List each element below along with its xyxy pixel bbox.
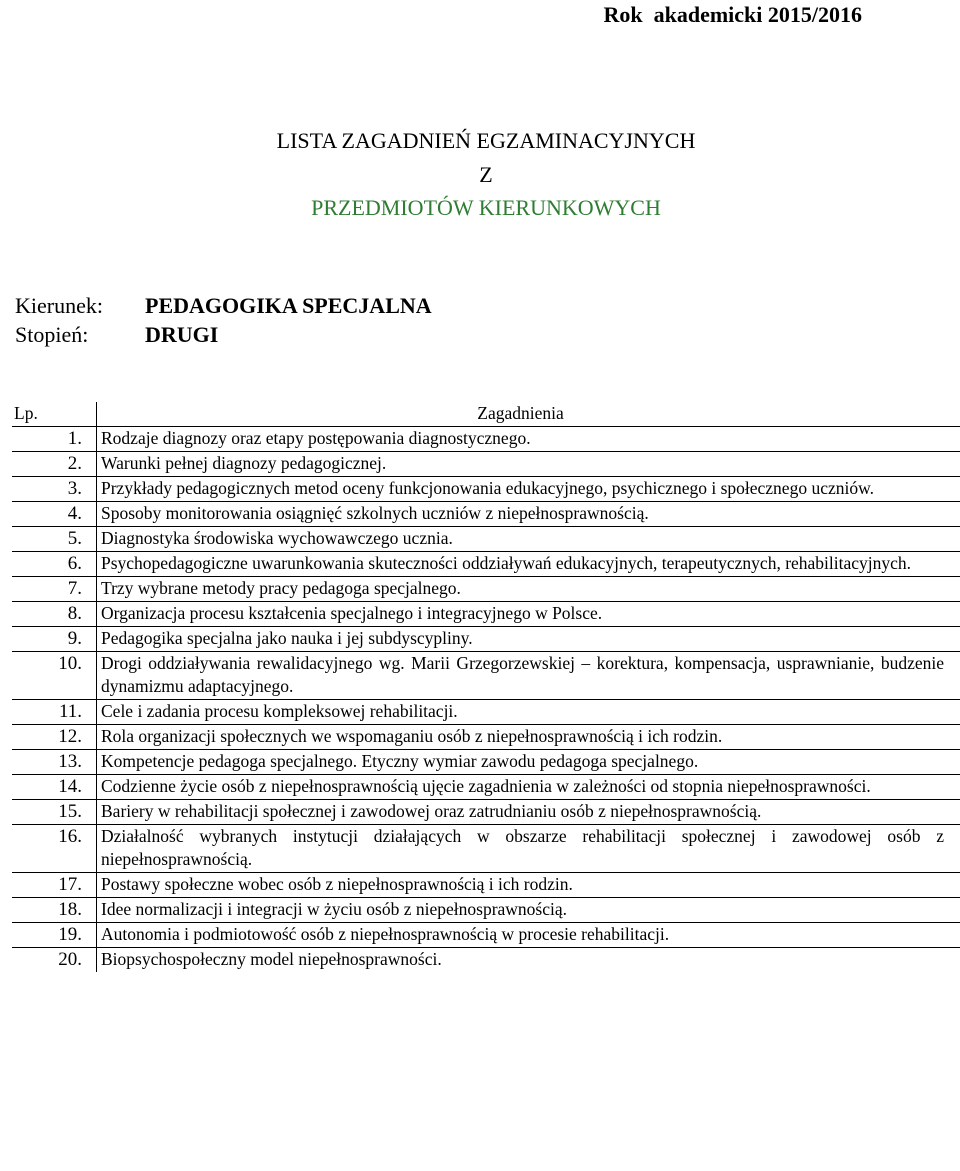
- row-number: 16.: [12, 824, 97, 872]
- document-title-line-3: PRZEDMIOTÓW KIERUNKOWYCH: [311, 195, 661, 220]
- row-text: Autonomia i podmiotowość osób z niepełnosprawnością w procesie rehabilitacji.: [97, 922, 960, 947]
- kierunek-label: Kierunek:: [15, 293, 103, 318]
- row-text: Biopsychospołeczny model niepełnosprawności.: [101, 948, 442, 969]
- row-text: Drogi oddziaływania rewalidacyjnego wg. Marii Grzegorzewskiej – korektura, kompensacja, usprawnianie, budzenie dynamizmu adaptacyjnego.: [97, 651, 960, 699]
- table-row: [12, 501, 960, 526]
- table-row: [12, 947, 960, 972]
- table-row: [12, 551, 960, 576]
- row-text: Organizacja procesu kształcenia specjalnego i integracyjnego w Polsce.: [97, 601, 960, 626]
- row-text: Diagnostyka środowiska wychowawczego ucznia.: [97, 526, 960, 551]
- table-row: [12, 872, 960, 897]
- row-text: Rola organizacji społecznych we wspomaganiu osób z niepełnosprawnością i ich rodzin.: [97, 724, 960, 749]
- table-row: [12, 824, 960, 872]
- row-text: Cele i zadania procesu kompleksowej rehabilitacji.: [97, 699, 960, 724]
- table-row: [12, 476, 960, 501]
- document-title-line-2: Z: [479, 162, 493, 187]
- row-text: Sposoby monitorowania osiągnięć szkolnych uczniów z niepełnosprawnością.: [97, 501, 960, 526]
- row-number: 3.: [12, 476, 97, 501]
- row-number: 10.: [12, 651, 97, 699]
- table-row: [12, 451, 960, 476]
- table-header-row: [12, 402, 960, 426]
- table-row: [12, 601, 960, 626]
- academic-year: Rok akademicki 2015/2016: [603, 2, 862, 27]
- row-number: 15.: [12, 799, 97, 824]
- row-number: 17.: [12, 872, 97, 897]
- table-row: [12, 749, 960, 774]
- row-number: 19.: [12, 922, 97, 947]
- row-text: Bariery w rehabilitacji społecznej i zawodowej oraz zatrudnianiu osób z niepełnosprawnością.: [97, 799, 960, 824]
- kierunek-value: PEDAGOGIKA SPECJALNA: [145, 293, 432, 318]
- row-text: Codzienne życie osób z niepełnosprawnością ujęcie zagadnienia w zależności od stopnia niepełnosprawności.: [97, 774, 960, 799]
- table-row: [12, 774, 960, 799]
- row-number: 5.: [12, 526, 97, 551]
- issues-body: [12, 426, 960, 972]
- row-text: Rodzaje diagnozy oraz etapy postępowania diagnostycznego.: [97, 426, 960, 451]
- row-number: 6.: [12, 551, 97, 576]
- row-text: Warunki pełnej diagnozy pedagogicznej.: [97, 451, 960, 476]
- table-row: [12, 699, 960, 724]
- header-lp: Lp.: [12, 402, 97, 426]
- row-text: Działalność wybranych instytucji działających w obszarze rehabilitacji społecznej i zawodowej osób z niepełnosprawnością.: [97, 824, 960, 872]
- row-text: Idee normalizacji i integracji w życiu osób z niepełnosprawnością.: [97, 897, 960, 922]
- row-number: 7.: [12, 576, 97, 601]
- row-text: Trzy wybrane metody pracy pedagoga specjalnego.: [97, 576, 960, 601]
- row-number: 4.: [12, 501, 97, 526]
- row-text: Kompetencje pedagoga specjalnego. Etyczny wymiar zawodu pedagoga specjalnego.: [97, 749, 960, 774]
- table-row: [12, 799, 960, 824]
- stopien-value: DRUGI: [145, 322, 219, 347]
- table-row: [12, 576, 960, 601]
- row-number: 14.: [12, 774, 97, 799]
- header-zagadnienia: Zagadnienia: [97, 402, 960, 426]
- row-number: 20.: [12, 947, 97, 972]
- row-number: 11.: [12, 699, 97, 724]
- stopien-label: Stopień:: [15, 322, 89, 347]
- row-text: Psychopedagogiczne uwarunkowania skuteczności oddziaływań edukacyjnych, terapeutycznych, rehabilitacyjnych.: [97, 551, 960, 576]
- row-number: 18.: [12, 897, 97, 922]
- document-title-line-1: LISTA ZAGADNIEŃ EGZAMINACYJNYCH: [276, 128, 696, 153]
- row-number: 13.: [12, 749, 97, 774]
- row-text: Postawy społeczne wobec osób z niepełnosprawnością i ich rodzin.: [97, 872, 960, 897]
- table-row: [12, 426, 960, 451]
- row-number: 12.: [12, 724, 97, 749]
- table-row: [12, 897, 960, 922]
- table-row: [12, 724, 960, 749]
- issues-table: [12, 402, 960, 972]
- row-number: 1.: [12, 426, 97, 451]
- row-text: Pedagogika specjalna jako nauka i jej subdyscypliny.: [97, 626, 960, 651]
- table-row: [12, 922, 960, 947]
- row-number: 8.: [12, 601, 97, 626]
- row-number: 9.: [12, 626, 97, 651]
- table-row: [12, 626, 960, 651]
- table-row: [12, 651, 960, 699]
- row-text: Przykłady pedagogicznych metod oceny funkcjonowania edukacyjnego, psychicznego i społecznego uczniów.: [97, 476, 960, 501]
- table-row: [12, 526, 960, 551]
- row-number: 2.: [12, 451, 97, 476]
